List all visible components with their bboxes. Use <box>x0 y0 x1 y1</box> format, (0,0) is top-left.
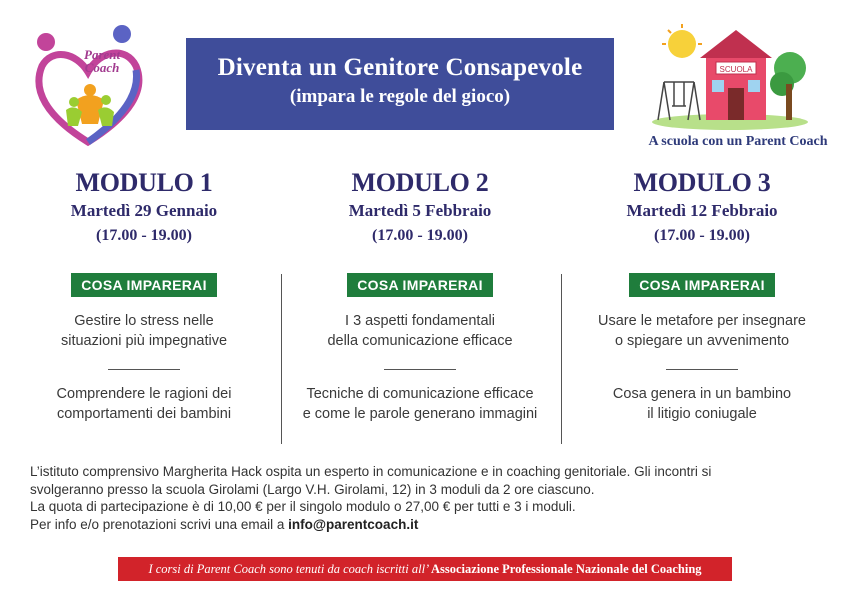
footer-text: I corsi di Parent Coach sono tenuti da coach iscritti all’ <box>148 562 431 576</box>
info-paragraph <box>30 463 820 533</box>
column-divider <box>281 274 282 444</box>
topic-2: Cosa genera in un bambino il litigio coniugale <box>612 386 792 422</box>
topic-1: I 3 aspetti fondamentali della comunicazione efficace <box>327 313 513 349</box>
divider <box>384 369 456 370</box>
heart-family-icon <box>26 20 150 150</box>
module-time: (17.00 - 19.00) <box>654 227 750 244</box>
topic-2: Comprendere le ragioni dei comportamenti dei bambini <box>56 386 232 422</box>
module-3 <box>572 168 832 424</box>
banner-title: Diventa un Genitore Consapevole <box>217 54 583 81</box>
module-2 <box>290 168 550 424</box>
contact-email-link[interactable]: info@parentcoach.it <box>288 516 419 532</box>
topic-1: Gestire lo stress nelle situazioni più impegnative <box>60 313 228 349</box>
cosa-imparerai-badge: COSA IMPARERAI <box>71 273 217 297</box>
module-date: Martedì 29 Gennaio <box>70 201 218 220</box>
info-line: La quota di partecipazione è di 10,00 € per il singolo modulo o 27,00 € per tutti e 3 i moduli. <box>30 499 576 514</box>
info-line: svolgeranno presso la scuola Girolami (Largo V.H. Girolami, 12) in 3 moduli da 2 ore ciascuno. <box>30 481 595 497</box>
module-date: Martedì 12 Febbraio <box>626 201 778 220</box>
module-1 <box>14 168 274 424</box>
logo-text: Parent Coach <box>84 47 121 75</box>
school-illustration <box>650 22 810 132</box>
title-banner <box>186 38 614 130</box>
school-sign: SCUOLA <box>719 65 753 74</box>
topic-2: Tecniche di comunicazione efficace e come le parole generano immagini <box>302 386 538 422</box>
module-time: (17.00 - 19.00) <box>96 227 192 244</box>
school-caption: A scuola con un Parent Coach <box>648 134 828 149</box>
info-line: L’istituto comprensivo Margherita Hack ospita un esperto in comunicazione e in coaching genitoriale. Gli incontri si <box>30 464 712 479</box>
cosa-imparerai-badge: COSA IMPARERAI <box>347 273 493 297</box>
footer-banner <box>118 557 732 581</box>
module-title: MODULO 3 <box>633 168 771 197</box>
parent-coach-logo <box>26 20 150 150</box>
divider <box>666 369 738 370</box>
divider <box>108 369 180 370</box>
column-divider <box>561 274 562 444</box>
module-title: MODULO 2 <box>351 168 489 197</box>
cosa-imparerai-badge: COSA IMPARERAI <box>629 273 775 297</box>
topic-1: Usare le metafore per insegnare o spiegare un avvenimento <box>598 313 806 349</box>
module-title: MODULO 1 <box>75 168 213 197</box>
banner-subtitle: (impara le regole del gioco) <box>289 86 511 107</box>
module-time: (17.00 - 19.00) <box>372 227 468 244</box>
footer-association: Associazione Professionale Nazionale del Coaching <box>430 562 702 576</box>
info-contact-line: Per info e/o prenotazioni scrivi una email a info@parentcoach.it <box>30 516 419 532</box>
module-date: Martedì 5 Febbraio <box>348 201 492 220</box>
